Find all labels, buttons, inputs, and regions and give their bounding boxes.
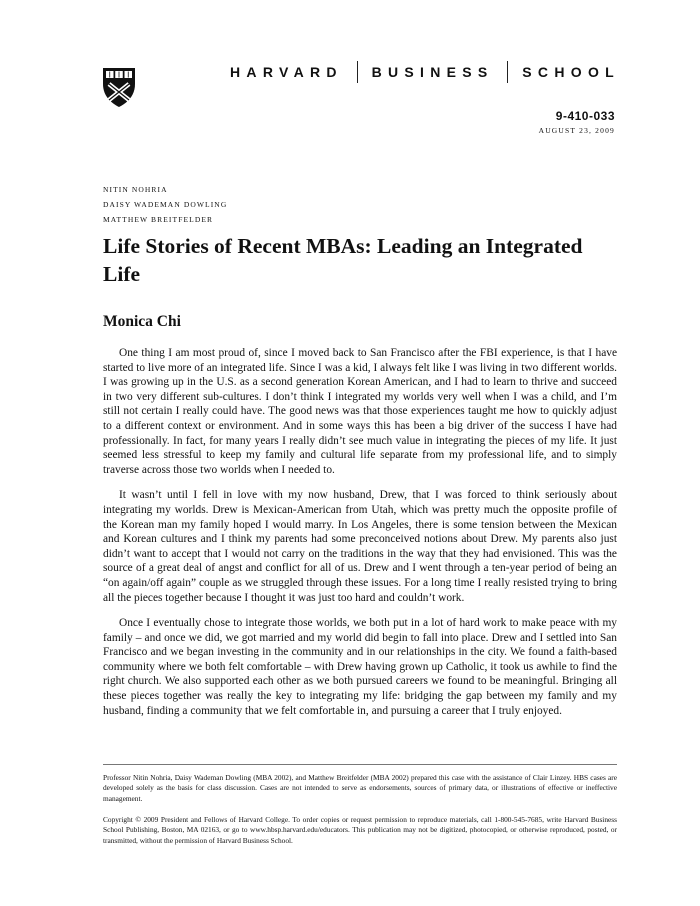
footnote-authorship: Professor Nitin Nohria, Daisy Wademan Dowling (MBA 2002), and Matthew Breitfelder (MBA 2002) prepared this case with the assistance of Clair Linzey. HBS cases are developed solely as the basis for class discussion. Cases are not intended to serve as endorsements, sources of primary data, or illustrations of effective or ineffective management. (103, 773, 617, 803)
body-text (103, 346, 617, 729)
author-name: MATTHEW BREITFELDER (103, 215, 214, 224)
footnote-divider (103, 764, 617, 765)
masthead-word-harvard: HARVARD (230, 64, 343, 80)
masthead (230, 62, 620, 82)
body-paragraph: Once I eventually chose to integrate those worlds, we both put in a lot of hard work to make peace with my family – and once we did, we got married and my world did begin to fall into place. Drew and I settled into San Francisco and we began investing in the community and in our relationships in the city. We found a faith-based community where we both felt comfortable – with Drew having grown up Catholic, it took us awhile to find the right church. We also supported each other as we both pursued careers we found to be meaningful. Bringing all these pieces together was really the key to integrating my life: bridging the gap between my family and my husband, finding a community that we felt comfortable in, and pursuing a career that I truly enjoyed. (103, 617, 617, 717)
case-date: AUGUST 23, 2009 (538, 126, 615, 135)
body-paragraph: One thing I am most proud of, since I moved back to San Francisco after the FBI experience, is that I have started to live more of an integrated life. Since I was a kid, I always felt like I was living in two different worlds. I was growing up in the U.S. as a second generation Korean American, and I had to learn to thrive and succeed in two very different sub-cultures. I don’t think I integrated my worlds very well when I was a child, and I’m still not certain I really could have. The good news was that those experiences taught me how to quickly adjust to a different context or environment. And in some ways this has been a big driver of the success I have had professionally. In fact, for many years I really didn’t see much value in integrating the pieces of my life. It just seemed less stressful to keep my family and cultural life separate from my professional life, and to simply traverse across those two worlds when I needed to. (103, 347, 617, 476)
author-name: DAISY WADEMAN DOWLING (103, 200, 228, 209)
section-heading: Monica Chi (103, 313, 181, 330)
footnote-copyright: Copyright © 2009 President and Fellows of Harvard College. To order copies or request permission to reproduce materials, call 1-800-545-7685, write Harvard Business School Publishing, Boston, MA 02163, or go to www.hbsp.harvard.edu/educators. This publication may not be digitized, photocopied, or otherwise reproduced, posted, or transmitted, without the permission of Harvard Business School. (103, 815, 617, 845)
author-list (103, 182, 227, 227)
case-number: 9-410-033 (555, 109, 615, 123)
harvard-shield-icon (101, 66, 137, 108)
author-name: NITIN NOHRIA (103, 185, 168, 194)
document-title: Life Stories of Recent MBAs: Leading an Integrated Life (103, 234, 583, 286)
masthead-divider (507, 61, 508, 83)
masthead-word-business: BUSINESS (371, 64, 494, 80)
masthead-word-school: SCHOOL (522, 64, 620, 80)
body-paragraph: It wasn’t until I fell in love with my now husband, Drew, that I was forced to think seriously about integrating my worlds. Drew is Mexican-American from Utah, which was pretty much the opposite profile of the Korean man my family hoped I would marry. In Los Angeles, there is some tension between the Mexican and Korean cultures and I think my parents had some preconceived notions about Drew. My parents also just didn’t want to accept that I would not carry on the traditions in the way that they had envisioned. This was the source of a great deal of angst and conflict for all of us. Drew and I went through a ten-year period of being an “on again/off again” couple as we struggled through these issues. For a long time I really resisted trying to bring all the pieces together because I thought it was just too hard and couldn’t work. (103, 489, 617, 604)
masthead-divider (357, 61, 358, 83)
